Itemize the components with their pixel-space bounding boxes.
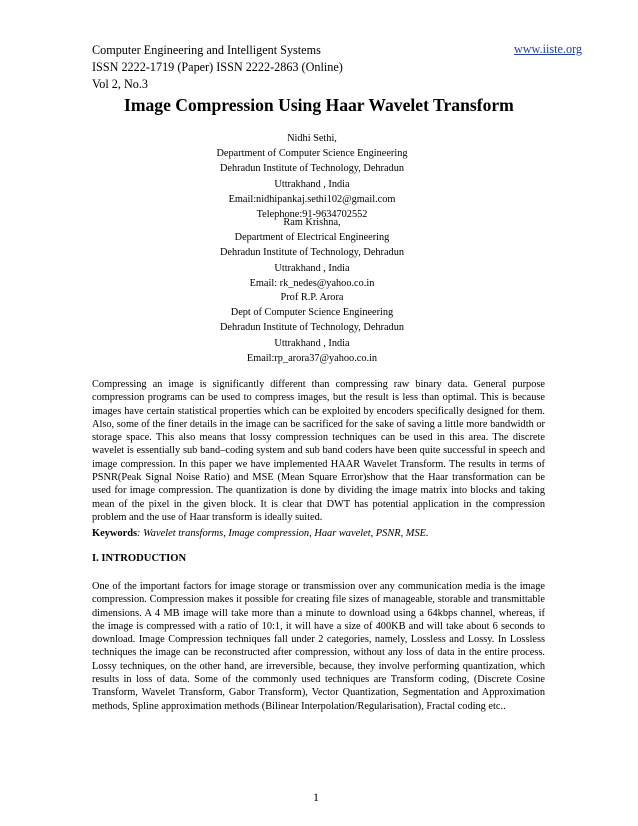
author-institute: Dehradun Institute of Technology, Dehradun (219, 163, 404, 175)
author-name: Prof R.P. Arora (280, 292, 344, 303)
author-department: Department of Electrical Engineering (234, 232, 390, 244)
journal-url-link[interactable]: www.iiste.org (513, 42, 582, 56)
volume-line: Vol 2, No.3 (92, 77, 148, 91)
author-location: Uttrakhand , India (274, 337, 350, 349)
page-number: 1 (313, 790, 319, 804)
section-heading-introduction: I. INTRODUCTION (92, 553, 187, 564)
author-department: Dept of Computer Science Engineering (230, 307, 394, 319)
issn-line: ISSN 2222-1719 (Paper) ISSN 2222-2863 (Online) (92, 60, 343, 74)
keywords-label: Keywords (92, 528, 138, 539)
author-department: Department of Computer Science Engineering (216, 148, 408, 160)
paper-title: Image Compression Using Haar Wavelet Transform (124, 95, 514, 115)
author-institute: Dehradun Institute of Technology, Dehradun (219, 247, 404, 259)
introduction-paragraph: One of the important factors for image storage or transmission over any communication media is the image compression. Compression makes it possible for creating file sizes of manageable, storable and transmittable dimensions. A 4 MB image will take more than a minute to download using a 64kbps channel, whereas, if the image is compressed with a ratio of 10:1, it will have a size of 400KB and will take about 6 seconds to download. Image Compression techniques fall under 2 categories, namely, Lossless and Lossy. In Lossless techniques the image can be reconstructed after compression, without any loss of data in the entire process. Lossy techniques, on the other hand, are irreversible, because, they involve performing quantization, which results in loss of data. Some of the commonly used techniques are Transform coding, (Discrete Cosine Transform, Wavelet Transform, Gabor Transform), Vector Quantization, Segmentation and Approximation methods, Spline approximation methods (Bilinear Interpolation/Regularisation), Fractal coding etc.. (92, 581, 545, 712)
author-block-3 (190, 290, 434, 366)
author-email: Email:rp_arora37@yahoo.co.in (246, 352, 378, 364)
author-name: Ram Krishna, (283, 217, 341, 228)
author-location: Uttrakhand , India (274, 178, 350, 190)
author-telephone: Telephone:91-9634702552 (256, 209, 368, 221)
keywords-line (92, 528, 429, 539)
author-block-1 (190, 131, 434, 222)
author-email: Email:nidhipankaj.sethi102@gmail.com (228, 193, 396, 205)
author-institute: Dehradun Institute of Technology, Dehradun (219, 322, 404, 334)
author-block-2 (190, 215, 434, 291)
author-location: Uttrakhand , India (274, 262, 350, 274)
author-name: Nidhi Sethi, (287, 133, 337, 144)
keywords-text: : Wavelet transforms, Image compression, Haar wavelet, PSNR, MSE. (137, 528, 429, 539)
abstract-paragraph: Compressing an image is significantly different than compressing raw binary data. General purpose compression programs can be used to compress images, but the result is less than optimal. This is because images have certain statistical properties which can be exploited by encoders specifically designed for them. Also, some of the finer details in the image can be sacrificed for the sake of saving a little more bandwidth or storage space. This also means that lossy compression techniques can be used in this area. The discrete wavelet is essentially sub band–coding system and sub band coders have been quite successful in speech and image compression. In this paper we have implemented HAAR Wavelet Transform. The results in terms of PSNR(Peak Signal Noise Ratio) and MSE (Mean Square Error)show that the Haar transformation can be used for image compression. The quantization is done by dividing the image matrix into blocks and taking mean of the pixel in the given block. It is clear that DWT has potential application in the compression problem and the use of Haar transform is ideally suited. (92, 379, 545, 523)
author-email: Email: rk_nedes@yahoo.co.in (249, 277, 375, 289)
journal-name: Computer Engineering and Intelligent Systems (92, 43, 321, 57)
